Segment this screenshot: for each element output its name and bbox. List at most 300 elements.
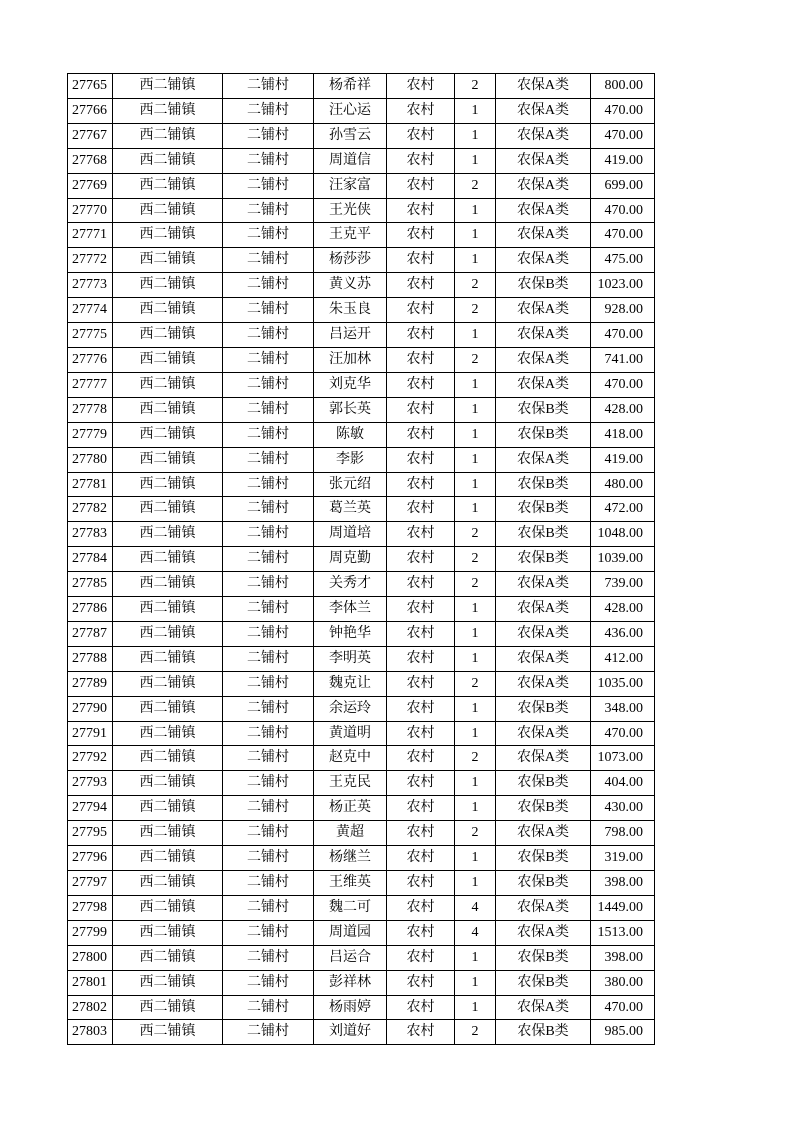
- town-cell: 西二铺镇: [113, 522, 223, 547]
- table-row: [68, 1020, 655, 1045]
- record-id-cell: 27770: [68, 198, 113, 223]
- member-count-cell: 1: [455, 323, 496, 348]
- record-id-cell: 27778: [68, 397, 113, 422]
- insurance-category-cell: 农保A类: [496, 148, 591, 173]
- household-type-cell: 农村: [387, 522, 455, 547]
- record-id-cell: 27777: [68, 372, 113, 397]
- record-id-cell: 27767: [68, 123, 113, 148]
- insurance-category-cell: 农保A类: [496, 671, 591, 696]
- record-id-cell: 27773: [68, 273, 113, 298]
- village-cell: 二铺村: [223, 447, 314, 472]
- household-type-cell: 农村: [387, 173, 455, 198]
- amount-cell: 470.00: [591, 98, 655, 123]
- insurance-category-cell: 农保A类: [496, 98, 591, 123]
- member-count-cell: 2: [455, 671, 496, 696]
- member-count-cell: 1: [455, 846, 496, 871]
- member-count-cell: 1: [455, 945, 496, 970]
- name-cell: 周道园: [314, 920, 387, 945]
- table-row: [68, 223, 655, 248]
- town-cell: 西二铺镇: [113, 970, 223, 995]
- village-cell: 二铺村: [223, 796, 314, 821]
- amount-cell: 985.00: [591, 1020, 655, 1045]
- member-count-cell: 1: [455, 970, 496, 995]
- record-id-cell: 27794: [68, 796, 113, 821]
- household-type-cell: 农村: [387, 771, 455, 796]
- town-cell: 西二铺镇: [113, 347, 223, 372]
- member-count-cell: 1: [455, 597, 496, 622]
- name-cell: 杨正英: [314, 796, 387, 821]
- table-row: [68, 821, 655, 846]
- record-id-cell: 27783: [68, 522, 113, 547]
- household-type-cell: 农村: [387, 920, 455, 945]
- member-count-cell: 1: [455, 696, 496, 721]
- member-count-cell: 1: [455, 223, 496, 248]
- table-row: [68, 995, 655, 1020]
- household-type-cell: 农村: [387, 472, 455, 497]
- name-cell: 周克勤: [314, 547, 387, 572]
- amount-cell: 412.00: [591, 646, 655, 671]
- amount-cell: 1039.00: [591, 547, 655, 572]
- village-cell: 二铺村: [223, 597, 314, 622]
- amount-cell: 800.00: [591, 74, 655, 99]
- insurance-category-cell: 农保A类: [496, 821, 591, 846]
- town-cell: 西二铺镇: [113, 547, 223, 572]
- town-cell: 西二铺镇: [113, 821, 223, 846]
- household-type-cell: 农村: [387, 347, 455, 372]
- household-type-cell: 农村: [387, 547, 455, 572]
- table-row: [68, 696, 655, 721]
- household-type-cell: 农村: [387, 970, 455, 995]
- town-cell: 西二铺镇: [113, 198, 223, 223]
- record-id-cell: 27780: [68, 447, 113, 472]
- member-count-cell: 2: [455, 547, 496, 572]
- record-id-cell: 27796: [68, 846, 113, 871]
- table-row: [68, 447, 655, 472]
- table-row: [68, 323, 655, 348]
- table-row: [68, 945, 655, 970]
- record-id-cell: 27768: [68, 148, 113, 173]
- amount-cell: 348.00: [591, 696, 655, 721]
- record-id-cell: 27785: [68, 572, 113, 597]
- village-cell: 二铺村: [223, 347, 314, 372]
- amount-cell: 419.00: [591, 447, 655, 472]
- household-type-cell: 农村: [387, 895, 455, 920]
- member-count-cell: 1: [455, 871, 496, 896]
- town-cell: 西二铺镇: [113, 397, 223, 422]
- name-cell: 葛兰英: [314, 497, 387, 522]
- amount-cell: 1073.00: [591, 746, 655, 771]
- household-type-cell: 农村: [387, 372, 455, 397]
- insurance-category-cell: 农保A类: [496, 572, 591, 597]
- member-count-cell: 1: [455, 198, 496, 223]
- town-cell: 西二铺镇: [113, 920, 223, 945]
- name-cell: 周道信: [314, 148, 387, 173]
- amount-cell: 739.00: [591, 572, 655, 597]
- member-count-cell: 1: [455, 98, 496, 123]
- name-cell: 杨继兰: [314, 846, 387, 871]
- table-row: [68, 671, 655, 696]
- record-id-cell: 27793: [68, 771, 113, 796]
- household-type-cell: 农村: [387, 821, 455, 846]
- insurance-category-cell: 农保A类: [496, 597, 591, 622]
- village-cell: 二铺村: [223, 248, 314, 273]
- amount-cell: 380.00: [591, 970, 655, 995]
- amount-cell: 470.00: [591, 198, 655, 223]
- town-cell: 西二铺镇: [113, 323, 223, 348]
- town-cell: 西二铺镇: [113, 173, 223, 198]
- amount-cell: 470.00: [591, 995, 655, 1020]
- village-cell: 二铺村: [223, 846, 314, 871]
- table-row: [68, 547, 655, 572]
- name-cell: 李明英: [314, 646, 387, 671]
- village-cell: 二铺村: [223, 298, 314, 323]
- village-cell: 二铺村: [223, 572, 314, 597]
- household-type-cell: 农村: [387, 945, 455, 970]
- household-type-cell: 农村: [387, 223, 455, 248]
- town-cell: 西二铺镇: [113, 771, 223, 796]
- household-type-cell: 农村: [387, 1020, 455, 1045]
- member-count-cell: 4: [455, 895, 496, 920]
- insurance-category-cell: 农保A类: [496, 198, 591, 223]
- insurance-category-cell: 农保A类: [496, 995, 591, 1020]
- insurance-category-cell: 农保B类: [496, 970, 591, 995]
- amount-cell: 1023.00: [591, 273, 655, 298]
- table-row: [68, 74, 655, 99]
- name-cell: 魏克让: [314, 671, 387, 696]
- amount-cell: 1035.00: [591, 671, 655, 696]
- insurance-category-cell: 农保B类: [496, 497, 591, 522]
- village-cell: 二铺村: [223, 970, 314, 995]
- amount-cell: 419.00: [591, 148, 655, 173]
- insurance-category-cell: 农保A类: [496, 447, 591, 472]
- village-cell: 二铺村: [223, 522, 314, 547]
- table-row: [68, 98, 655, 123]
- table-row: [68, 572, 655, 597]
- name-cell: 吕运合: [314, 945, 387, 970]
- table-row: [68, 472, 655, 497]
- record-id-cell: 27782: [68, 497, 113, 522]
- member-count-cell: 1: [455, 422, 496, 447]
- record-id-cell: 27789: [68, 671, 113, 696]
- name-cell: 黄道明: [314, 721, 387, 746]
- town-cell: 西二铺镇: [113, 621, 223, 646]
- records-table: [67, 73, 655, 1045]
- insurance-category-cell: 农保A类: [496, 372, 591, 397]
- village-cell: 二铺村: [223, 746, 314, 771]
- town-cell: 西二铺镇: [113, 223, 223, 248]
- name-cell: 王克民: [314, 771, 387, 796]
- insurance-category-cell: 农保A类: [496, 123, 591, 148]
- name-cell: 魏二可: [314, 895, 387, 920]
- insurance-category-cell: 农保B类: [496, 547, 591, 572]
- member-count-cell: 2: [455, 1020, 496, 1045]
- household-type-cell: 农村: [387, 447, 455, 472]
- record-id-cell: 27799: [68, 920, 113, 945]
- insurance-category-cell: 农保B类: [496, 846, 591, 871]
- record-id-cell: 27803: [68, 1020, 113, 1045]
- household-type-cell: 农村: [387, 298, 455, 323]
- member-count-cell: 1: [455, 646, 496, 671]
- name-cell: 杨莎莎: [314, 248, 387, 273]
- table-row: [68, 273, 655, 298]
- insurance-category-cell: 农保B类: [496, 871, 591, 896]
- insurance-category-cell: 农保B类: [496, 696, 591, 721]
- member-count-cell: 1: [455, 372, 496, 397]
- amount-cell: 475.00: [591, 248, 655, 273]
- amount-cell: 741.00: [591, 347, 655, 372]
- name-cell: 杨希祥: [314, 74, 387, 99]
- insurance-category-cell: 农保A类: [496, 895, 591, 920]
- record-id-cell: 27775: [68, 323, 113, 348]
- member-count-cell: 2: [455, 273, 496, 298]
- town-cell: 西二铺镇: [113, 447, 223, 472]
- table-row: [68, 895, 655, 920]
- household-type-cell: 农村: [387, 273, 455, 298]
- town-cell: 西二铺镇: [113, 298, 223, 323]
- insurance-category-cell: 农保A类: [496, 298, 591, 323]
- member-count-cell: 1: [455, 621, 496, 646]
- insurance-category-cell: 农保A类: [496, 248, 591, 273]
- insurance-category-cell: 农保B类: [496, 796, 591, 821]
- town-cell: 西二铺镇: [113, 123, 223, 148]
- table-row: [68, 970, 655, 995]
- record-id-cell: 27784: [68, 547, 113, 572]
- household-type-cell: 农村: [387, 323, 455, 348]
- record-id-cell: 27765: [68, 74, 113, 99]
- amount-cell: 398.00: [591, 871, 655, 896]
- household-type-cell: 农村: [387, 597, 455, 622]
- name-cell: 李影: [314, 447, 387, 472]
- amount-cell: 470.00: [591, 721, 655, 746]
- amount-cell: 428.00: [591, 597, 655, 622]
- household-type-cell: 农村: [387, 497, 455, 522]
- village-cell: 二铺村: [223, 1020, 314, 1045]
- record-id-cell: 27788: [68, 646, 113, 671]
- amount-cell: 470.00: [591, 372, 655, 397]
- member-count-cell: 2: [455, 74, 496, 99]
- table-body: [68, 74, 655, 1045]
- amount-cell: 404.00: [591, 771, 655, 796]
- member-count-cell: 1: [455, 397, 496, 422]
- record-id-cell: 27766: [68, 98, 113, 123]
- village-cell: 二铺村: [223, 696, 314, 721]
- village-cell: 二铺村: [223, 123, 314, 148]
- village-cell: 二铺村: [223, 771, 314, 796]
- record-id-cell: 27792: [68, 746, 113, 771]
- table-row: [68, 347, 655, 372]
- table-row: [68, 746, 655, 771]
- record-id-cell: 27786: [68, 597, 113, 622]
- record-id-cell: 27797: [68, 871, 113, 896]
- name-cell: 黄义苏: [314, 273, 387, 298]
- insurance-category-cell: 农保B类: [496, 771, 591, 796]
- member-count-cell: 1: [455, 796, 496, 821]
- member-count-cell: 1: [455, 447, 496, 472]
- insurance-category-cell: 农保A类: [496, 74, 591, 99]
- village-cell: 二铺村: [223, 173, 314, 198]
- record-id-cell: 27779: [68, 422, 113, 447]
- town-cell: 西二铺镇: [113, 597, 223, 622]
- insurance-category-cell: 农保A类: [496, 173, 591, 198]
- name-cell: 关秀才: [314, 572, 387, 597]
- name-cell: 周道培: [314, 522, 387, 547]
- insurance-category-cell: 农保B类: [496, 397, 591, 422]
- member-count-cell: 4: [455, 920, 496, 945]
- name-cell: 陈敏: [314, 422, 387, 447]
- town-cell: 西二铺镇: [113, 995, 223, 1020]
- amount-cell: 1048.00: [591, 522, 655, 547]
- table-row: [68, 597, 655, 622]
- village-cell: 二铺村: [223, 98, 314, 123]
- member-count-cell: 2: [455, 522, 496, 547]
- name-cell: 吕运开: [314, 323, 387, 348]
- town-cell: 西二铺镇: [113, 74, 223, 99]
- village-cell: 二铺村: [223, 372, 314, 397]
- insurance-category-cell: 农保A类: [496, 646, 591, 671]
- name-cell: 张元绍: [314, 472, 387, 497]
- name-cell: 郭长英: [314, 397, 387, 422]
- village-cell: 二铺村: [223, 721, 314, 746]
- village-cell: 二铺村: [223, 397, 314, 422]
- village-cell: 二铺村: [223, 671, 314, 696]
- household-type-cell: 农村: [387, 198, 455, 223]
- insurance-category-cell: 农保A类: [496, 223, 591, 248]
- town-cell: 西二铺镇: [113, 422, 223, 447]
- table-row: [68, 871, 655, 896]
- town-cell: 西二铺镇: [113, 273, 223, 298]
- insurance-category-cell: 农保A类: [496, 621, 591, 646]
- member-count-cell: 2: [455, 746, 496, 771]
- table-row: [68, 123, 655, 148]
- amount-cell: 470.00: [591, 323, 655, 348]
- village-cell: 二铺村: [223, 472, 314, 497]
- insurance-category-cell: 农保B类: [496, 273, 591, 298]
- record-id-cell: 27771: [68, 223, 113, 248]
- village-cell: 二铺村: [223, 497, 314, 522]
- household-type-cell: 农村: [387, 796, 455, 821]
- household-type-cell: 农村: [387, 74, 455, 99]
- household-type-cell: 农村: [387, 646, 455, 671]
- amount-cell: 418.00: [591, 422, 655, 447]
- name-cell: 刘道好: [314, 1020, 387, 1045]
- village-cell: 二铺村: [223, 422, 314, 447]
- amount-cell: 436.00: [591, 621, 655, 646]
- table-row: [68, 422, 655, 447]
- record-id-cell: 27802: [68, 995, 113, 1020]
- record-id-cell: 27800: [68, 945, 113, 970]
- member-count-cell: 2: [455, 298, 496, 323]
- table-row: [68, 497, 655, 522]
- village-cell: 二铺村: [223, 198, 314, 223]
- village-cell: 二铺村: [223, 74, 314, 99]
- name-cell: 钟艳华: [314, 621, 387, 646]
- member-count-cell: 2: [455, 572, 496, 597]
- household-type-cell: 农村: [387, 422, 455, 447]
- record-id-cell: 27791: [68, 721, 113, 746]
- town-cell: 西二铺镇: [113, 372, 223, 397]
- amount-cell: 428.00: [591, 397, 655, 422]
- table-row: [68, 248, 655, 273]
- name-cell: 刘克华: [314, 372, 387, 397]
- table-row: [68, 173, 655, 198]
- village-cell: 二铺村: [223, 621, 314, 646]
- insurance-category-cell: 农保A类: [496, 920, 591, 945]
- amount-cell: 430.00: [591, 796, 655, 821]
- table-row: [68, 397, 655, 422]
- name-cell: 黄超: [314, 821, 387, 846]
- town-cell: 西二铺镇: [113, 696, 223, 721]
- record-id-cell: 27781: [68, 472, 113, 497]
- name-cell: 李体兰: [314, 597, 387, 622]
- village-cell: 二铺村: [223, 223, 314, 248]
- insurance-category-cell: 农保B类: [496, 472, 591, 497]
- member-count-cell: 2: [455, 173, 496, 198]
- amount-cell: 699.00: [591, 173, 655, 198]
- amount-cell: 1513.00: [591, 920, 655, 945]
- household-type-cell: 农村: [387, 621, 455, 646]
- household-type-cell: 农村: [387, 671, 455, 696]
- household-type-cell: 农村: [387, 148, 455, 173]
- record-id-cell: 27787: [68, 621, 113, 646]
- town-cell: 西二铺镇: [113, 746, 223, 771]
- town-cell: 西二铺镇: [113, 721, 223, 746]
- name-cell: 孙雪云: [314, 123, 387, 148]
- amount-cell: 928.00: [591, 298, 655, 323]
- village-cell: 二铺村: [223, 945, 314, 970]
- record-id-cell: 27795: [68, 821, 113, 846]
- member-count-cell: 1: [455, 771, 496, 796]
- table-row: [68, 148, 655, 173]
- village-cell: 二铺村: [223, 871, 314, 896]
- member-count-cell: 1: [455, 497, 496, 522]
- name-cell: 汪加林: [314, 347, 387, 372]
- household-type-cell: 农村: [387, 248, 455, 273]
- name-cell: 汪心运: [314, 98, 387, 123]
- town-cell: 西二铺镇: [113, 1020, 223, 1045]
- member-count-cell: 2: [455, 347, 496, 372]
- member-count-cell: 1: [455, 123, 496, 148]
- name-cell: 杨雨婷: [314, 995, 387, 1020]
- record-id-cell: 27798: [68, 895, 113, 920]
- record-id-cell: 27776: [68, 347, 113, 372]
- household-type-cell: 农村: [387, 995, 455, 1020]
- table-row: [68, 522, 655, 547]
- record-id-cell: 27774: [68, 298, 113, 323]
- member-count-cell: 1: [455, 995, 496, 1020]
- insurance-category-cell: 农保B类: [496, 522, 591, 547]
- town-cell: 西二铺镇: [113, 671, 223, 696]
- town-cell: 西二铺镇: [113, 497, 223, 522]
- household-type-cell: 农村: [387, 696, 455, 721]
- village-cell: 二铺村: [223, 646, 314, 671]
- table-row: [68, 771, 655, 796]
- household-type-cell: 农村: [387, 98, 455, 123]
- household-type-cell: 农村: [387, 846, 455, 871]
- household-type-cell: 农村: [387, 397, 455, 422]
- name-cell: 余运玲: [314, 696, 387, 721]
- town-cell: 西二铺镇: [113, 846, 223, 871]
- record-id-cell: 27769: [68, 173, 113, 198]
- member-count-cell: 1: [455, 472, 496, 497]
- town-cell: 西二铺镇: [113, 646, 223, 671]
- record-id-cell: 27801: [68, 970, 113, 995]
- town-cell: 西二铺镇: [113, 148, 223, 173]
- insurance-category-cell: 农保B类: [496, 1020, 591, 1045]
- village-cell: 二铺村: [223, 547, 314, 572]
- name-cell: 彭祥林: [314, 970, 387, 995]
- village-cell: 二铺村: [223, 273, 314, 298]
- household-type-cell: 农村: [387, 572, 455, 597]
